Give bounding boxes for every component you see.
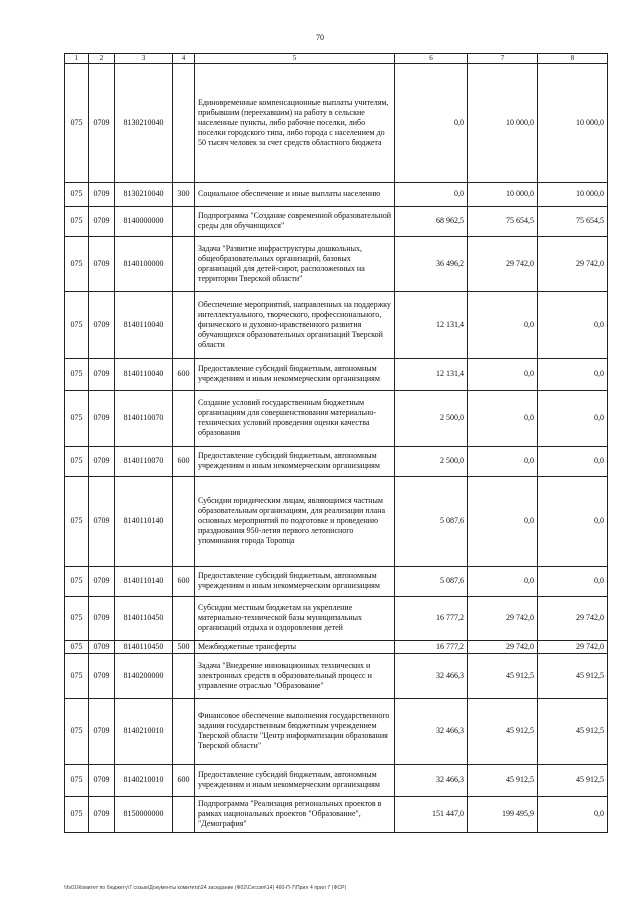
cell-c5: Подпрограмма "Реализация региональных проектов в рамках национальных проектов "Образование", "Демография" xyxy=(195,796,395,832)
cell-c8: 0,0 xyxy=(538,446,608,476)
cell-c2: 0709 xyxy=(89,476,115,566)
table-row xyxy=(65,698,608,764)
cell-c8: 0,0 xyxy=(538,291,608,358)
cell-c4: 600 xyxy=(173,566,195,596)
cell-c3: 8140110450 xyxy=(115,640,173,653)
cell-c5: Обеспечение мероприятий, направленных на поддержку интеллектуального, творческого, профессионального, физического и духовно-нравственного развития обучающихся образовательных организаций Тверской области xyxy=(195,291,395,358)
footer-path: \\fs01\Комитет по бюджету\7 созыв\Документы комитета\24 заседание (Ф02\Сессия\14) 460-П-7\Прил 4 прил 7 (ФСР) xyxy=(64,885,347,891)
page-number: 70 xyxy=(316,33,324,42)
cell-c6: 12 131,4 xyxy=(395,291,468,358)
cell-c6: 16 777,2 xyxy=(395,596,468,640)
cell-c4: 300 xyxy=(173,182,195,206)
cell-c1: 075 xyxy=(65,476,89,566)
table-row xyxy=(65,764,608,796)
cell-c1: 075 xyxy=(65,640,89,653)
cell-c3: 8140110040 xyxy=(115,291,173,358)
cell-c7: 10 000,0 xyxy=(468,63,538,182)
cell-c6: 0,0 xyxy=(395,182,468,206)
cell-c6: 2 500,0 xyxy=(395,446,468,476)
table-row xyxy=(65,358,608,390)
cell-c3: 8140100000 xyxy=(115,236,173,291)
cell-c5: Задача "Внедрение инновационных технических и электронных средств в образовательный процесс и управление отраслью "Образование" xyxy=(195,653,395,698)
table-row xyxy=(65,390,608,446)
cell-c3: 8140110450 xyxy=(115,596,173,640)
cell-c4 xyxy=(173,596,195,640)
cell-c1: 075 xyxy=(65,236,89,291)
cell-c2: 0709 xyxy=(89,653,115,698)
header-cell: 2 xyxy=(89,54,115,64)
cell-c1: 075 xyxy=(65,182,89,206)
cell-c3: 8140200000 xyxy=(115,653,173,698)
cell-c1: 075 xyxy=(65,653,89,698)
cell-c3: 8130210040 xyxy=(115,63,173,182)
cell-c2: 0709 xyxy=(89,182,115,206)
cell-c3: 8140000000 xyxy=(115,206,173,236)
table-row xyxy=(65,476,608,566)
budget-table xyxy=(64,53,608,833)
cell-c8: 45 912,5 xyxy=(538,764,608,796)
cell-c1: 075 xyxy=(65,698,89,764)
cell-c6: 2 500,0 xyxy=(395,390,468,446)
header-cell: 4 xyxy=(173,54,195,64)
cell-c8: 45 912,5 xyxy=(538,698,608,764)
cell-c4 xyxy=(173,390,195,446)
cell-c4 xyxy=(173,796,195,832)
table-row xyxy=(65,182,608,206)
table-row xyxy=(65,206,608,236)
cell-c8: 29 742,0 xyxy=(538,596,608,640)
cell-c6: 68 962,5 xyxy=(395,206,468,236)
cell-c8: 0,0 xyxy=(538,390,608,446)
table-row xyxy=(65,596,608,640)
cell-c7: 0,0 xyxy=(468,566,538,596)
cell-c2: 0709 xyxy=(89,358,115,390)
cell-c4 xyxy=(173,698,195,764)
header-cell: 7 xyxy=(468,54,538,64)
cell-c4: 600 xyxy=(173,764,195,796)
cell-c2: 0709 xyxy=(89,390,115,446)
table-row xyxy=(65,291,608,358)
cell-c5: Предоставление субсидий бюджетным, автономным учреждениям и иным некоммерческим организациям xyxy=(195,764,395,796)
cell-c7: 0,0 xyxy=(468,476,538,566)
header-cell: 8 xyxy=(538,54,608,64)
cell-c6: 32 466,3 xyxy=(395,653,468,698)
cell-c7: 0,0 xyxy=(468,291,538,358)
cell-c7: 199 495,9 xyxy=(468,796,538,832)
cell-c2: 0709 xyxy=(89,236,115,291)
cell-c6: 16 777,2 xyxy=(395,640,468,653)
cell-c3: 8140110070 xyxy=(115,446,173,476)
cell-c5: Предоставление субсидий бюджетным, автономным учреждениям и иным некоммерческим организациям xyxy=(195,446,395,476)
header-cell: 5 xyxy=(195,54,395,64)
table-row xyxy=(65,640,608,653)
cell-c8: 0,0 xyxy=(538,476,608,566)
cell-c3: 8130210040 xyxy=(115,182,173,206)
cell-c1: 075 xyxy=(65,596,89,640)
cell-c8: 45 912,5 xyxy=(538,653,608,698)
cell-c2: 0709 xyxy=(89,446,115,476)
cell-c7: 29 742,0 xyxy=(468,596,538,640)
cell-c7: 0,0 xyxy=(468,446,538,476)
cell-c6: 12 131,4 xyxy=(395,358,468,390)
header-row xyxy=(65,54,608,64)
table-row xyxy=(65,653,608,698)
table-row xyxy=(65,63,608,182)
cell-c4 xyxy=(173,653,195,698)
cell-c5: Предоставление субсидий бюджетным, автономным учреждениям и иным некоммерческим организациям xyxy=(195,358,395,390)
cell-c6: 5 087,6 xyxy=(395,566,468,596)
cell-c2: 0709 xyxy=(89,566,115,596)
cell-c6: 32 466,3 xyxy=(395,698,468,764)
cell-c3: 8140110070 xyxy=(115,390,173,446)
cell-c1: 075 xyxy=(65,566,89,596)
cell-c4: 500 xyxy=(173,640,195,653)
cell-c5: Субсидии юридическим лицам, являющимся частным образовательным организациям, для реализации плана основных мероприятий по подготовке и проведению празднования 950-летия первого летописного упоминания города Торопца xyxy=(195,476,395,566)
cell-c4 xyxy=(173,291,195,358)
cell-c4: 600 xyxy=(173,358,195,390)
cell-c5: Единовременные компенсационные выплаты учителям, прибывшим (переехавшим) на работу в сельские населенные пункты, либо рабочие поселки, либо поселки городского типа, либо города с населением до 50 тысяч человек за счет средств областного бюджета xyxy=(195,63,395,182)
cell-c6: 151 447,0 xyxy=(395,796,468,832)
cell-c7: 45 912,5 xyxy=(468,698,538,764)
cell-c6: 0,0 xyxy=(395,63,468,182)
cell-c7: 75 654,5 xyxy=(468,206,538,236)
cell-c4 xyxy=(173,236,195,291)
cell-c8: 29 742,0 xyxy=(538,236,608,291)
cell-c8: 10 000,0 xyxy=(538,63,608,182)
cell-c2: 0709 xyxy=(89,698,115,764)
cell-c1: 075 xyxy=(65,390,89,446)
cell-c7: 45 912,5 xyxy=(468,764,538,796)
cell-c1: 075 xyxy=(65,446,89,476)
cell-c7: 10 000,0 xyxy=(468,182,538,206)
cell-c1: 075 xyxy=(65,796,89,832)
cell-c2: 0709 xyxy=(89,63,115,182)
cell-c5: Финансовое обеспечение выполнения государственного задания государственным бюджетным учреждением Тверской области "Центр информатизации образования Тверской области" xyxy=(195,698,395,764)
cell-c7: 45 912,5 xyxy=(468,653,538,698)
cell-c5: Социальное обеспечение и иные выплаты населению xyxy=(195,182,395,206)
table-row xyxy=(65,566,608,596)
cell-c6: 5 087,6 xyxy=(395,476,468,566)
cell-c3: 8140110140 xyxy=(115,566,173,596)
cell-c8: 10 000,0 xyxy=(538,182,608,206)
cell-c3: 8150000000 xyxy=(115,796,173,832)
cell-c5: Предоставление субсидий бюджетным, автономным учреждениям и иным некоммерческим организациям xyxy=(195,566,395,596)
cell-c3: 8140110040 xyxy=(115,358,173,390)
cell-c4 xyxy=(173,63,195,182)
cell-c2: 0709 xyxy=(89,596,115,640)
cell-c5: Задача "Развитие инфраструктуры дошкольных, общеобразовательных организаций, базовых организаций для детей-сирот, расположенных на территории Тверской области" xyxy=(195,236,395,291)
header-cell: 1 xyxy=(65,54,89,64)
cell-c1: 075 xyxy=(65,764,89,796)
table-row xyxy=(65,446,608,476)
cell-c2: 0709 xyxy=(89,796,115,832)
cell-c8: 0,0 xyxy=(538,796,608,832)
cell-c2: 0709 xyxy=(89,640,115,653)
cell-c4 xyxy=(173,476,195,566)
cell-c5: Межбюджетные трансферты xyxy=(195,640,395,653)
table-row xyxy=(65,236,608,291)
cell-c8: 0,0 xyxy=(538,358,608,390)
cell-c3: 8140210010 xyxy=(115,764,173,796)
cell-c1: 075 xyxy=(65,206,89,236)
cell-c1: 075 xyxy=(65,358,89,390)
cell-c2: 0709 xyxy=(89,764,115,796)
cell-c8: 29 742,0 xyxy=(538,640,608,653)
cell-c5: Подпрограмма "Создание современной образовательной среды для обучающихся" xyxy=(195,206,395,236)
cell-c4 xyxy=(173,206,195,236)
cell-c8: 0,0 xyxy=(538,566,608,596)
cell-c6: 32 466,3 xyxy=(395,764,468,796)
cell-c5: Субсидии местным бюджетам на укрепление материально-технической базы муниципальных организаций отдыха и оздоровления детей xyxy=(195,596,395,640)
cell-c8: 75 654,5 xyxy=(538,206,608,236)
cell-c2: 0709 xyxy=(89,206,115,236)
header-cell: 3 xyxy=(115,54,173,64)
table-row xyxy=(65,796,608,832)
cell-c7: 29 742,0 xyxy=(468,236,538,291)
cell-c1: 075 xyxy=(65,291,89,358)
cell-c4: 600 xyxy=(173,446,195,476)
cell-c5: Создание условий государственным бюджетным организациям для совершенствования материально-технических условий проведения оценки качества образования xyxy=(195,390,395,446)
cell-c7: 0,0 xyxy=(468,390,538,446)
cell-c1: 075 xyxy=(65,63,89,182)
cell-c7: 0,0 xyxy=(468,358,538,390)
cell-c2: 0709 xyxy=(89,291,115,358)
cell-c7: 29 742,0 xyxy=(468,640,538,653)
cell-c3: 8140110140 xyxy=(115,476,173,566)
cell-c6: 36 496,2 xyxy=(395,236,468,291)
header-cell: 6 xyxy=(395,54,468,64)
cell-c3: 8140210010 xyxy=(115,698,173,764)
